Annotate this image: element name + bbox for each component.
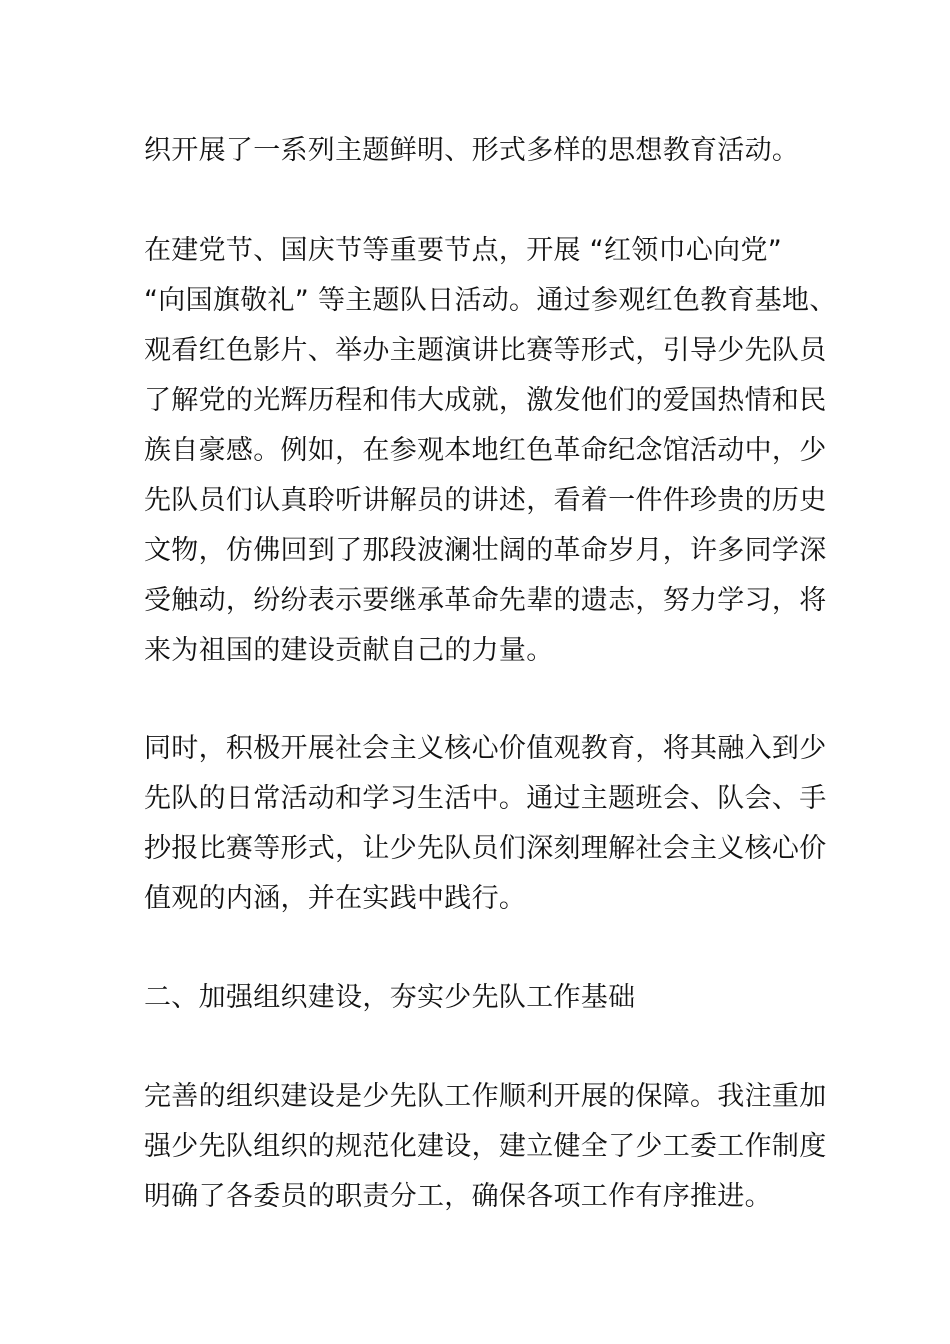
paragraph-line: 来为祖国的建设贡献自己的力量。 <box>144 635 554 666</box>
paragraph-line: 值观的内涵，并在实践中践行。 <box>144 883 527 914</box>
paragraph-line: 完善的组织建设是少先队工作顺利开展的保障。我注重加 <box>144 1081 827 1112</box>
paragraph-line: 同时，积极开展社会主义核心价值观教育，将其融入到少 <box>144 733 827 764</box>
section-heading: 二、加强组织建设，夯实少先队工作基础 <box>144 982 636 1013</box>
paragraph-line: 了解党的光辉历程和伟大成就，激发他们的爱国热情和民 <box>144 385 827 416</box>
paragraph-line: 在建党节、国庆节等重要节点，开展 “红领巾心向党” <box>144 235 783 266</box>
paragraph-line: 族自豪感。例如，在参观本地红色革命纪念馆活动中，少 <box>144 435 827 466</box>
paragraph-line: 抄报比赛等形式，让少先队员们深刻理解社会主义核心价 <box>144 833 827 864</box>
paragraph-line: 观看红色影片、举办主题演讲比赛等形式，引导少先队员 <box>144 335 827 366</box>
paragraph-line: 受触动，纷纷表示要继承革命先辈的遗志，努力学习，将 <box>144 585 827 616</box>
paragraph-line: 织开展了一系列主题鲜明、形式多样的思想教育活动。 <box>144 135 800 166</box>
paragraph-line: “向国旗敬礼” 等主题队日活动。通过参观红色教育基地、 <box>144 285 837 316</box>
paragraph-line: 文物，仿佛回到了那段波澜壮阔的革命岁月，许多同学深 <box>144 535 827 566</box>
paragraph-line: 强少先队组织的规范化建设，建立健全了少工委工作制度 <box>144 1131 827 1162</box>
paragraph-line: 先队员们认真聆听讲解员的讲述，看着一件件珍贵的历史 <box>144 485 827 516</box>
paragraph-line: 先队的日常活动和学习生活中。通过主题班会、队会、手 <box>144 783 827 814</box>
paragraph-line: 明确了各委员的职责分工，确保各项工作有序推进。 <box>144 1181 772 1212</box>
